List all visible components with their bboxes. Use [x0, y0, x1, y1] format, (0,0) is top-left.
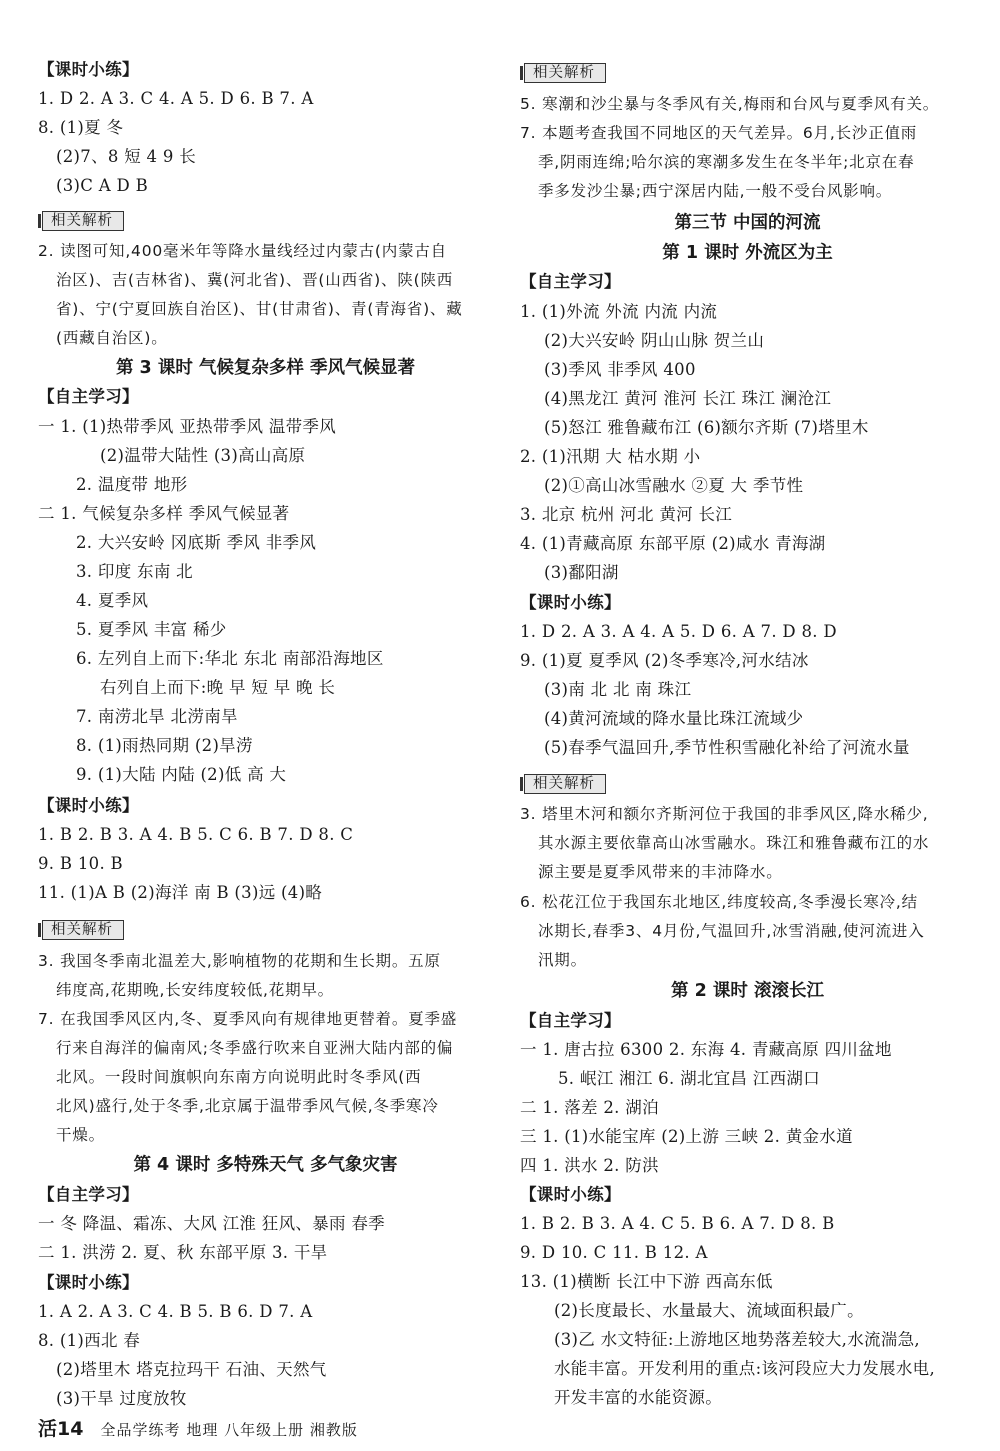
- answer-line: (4)黄河流域的降水量比珠江流域少: [544, 709, 804, 728]
- answer-line: 1. D 2. A 3. C 4. A 5. D 6. B 7. A: [38, 89, 314, 108]
- answer-line: (3)干旱 过度放牧: [56, 1389, 187, 1408]
- answer-line: 11. (1)A B (2)海洋 南 B (3)远 (4)略: [38, 883, 323, 902]
- answer-line: (3)季风 非季风 400: [544, 360, 696, 379]
- answer-line: 一 冬 降温、霜冻、大风 江淮 狂风、暴雨 春季: [38, 1214, 385, 1233]
- analysis-line: 6. 松花江位于我国东北地区,纬度较高,冬季漫长寒冷,结: [520, 893, 918, 911]
- analysis-badge: 相关解析: [42, 920, 124, 940]
- analysis-line: 北风。一段时间旗帜向东南方向说明此时冬季风(西: [56, 1068, 422, 1086]
- section-heading: 【课时小练】: [38, 796, 139, 815]
- answer-line: (3)乙 水文特征:上游地区地势落差较大,水流湍急,: [554, 1330, 920, 1349]
- answer-line: 二 1. 落差 2. 湖泊: [520, 1098, 659, 1117]
- analysis-line: 3. 塔里木河和额尔齐斯河位于我国的非季风区,降水稀少,: [520, 805, 929, 823]
- answer-line: 5. 岷江 湘江 6. 湖北宜昌 江西湖口: [558, 1069, 821, 1088]
- lesson-title: 第 4 课时 多特殊天气 多气象灾害: [133, 1155, 398, 1175]
- section-heading: 【课时小练】: [520, 1185, 621, 1204]
- section-heading: 【自主学习】: [520, 1011, 621, 1030]
- answer-line: 7. 南涝北旱 北涝南旱: [76, 707, 238, 726]
- lesson-title: 第 1 课时 外流区为主: [662, 243, 833, 263]
- answer-line: (2)塔里木 塔克拉玛干 石油、天然气: [56, 1360, 327, 1379]
- answer-line: 2. 温度带 地形: [76, 475, 188, 494]
- answer-line: 2. (1)汛期 大 枯水期 小: [520, 447, 701, 466]
- page-number: 活14: [38, 1418, 84, 1440]
- answer-line: 开发丰富的水能资源。: [554, 1388, 722, 1407]
- answer-line: 二 1. 洪涝 2. 夏、秋 东部平原 3. 干旱: [38, 1243, 328, 1262]
- page-footer: [38, 1414, 358, 1441]
- answer-line: 8. (1)雨热同期 (2)旱涝: [76, 736, 253, 755]
- answer-line: 6. 左列自上而下:华北 东北 南部沿海地区: [76, 649, 384, 668]
- answer-line: 1. B 2. B 3. A 4. B 5. C 6. B 7. D 8. C: [38, 825, 354, 844]
- analysis-line: (西藏自治区)。: [56, 329, 168, 347]
- analysis-line: 季,阴雨连绵;哈尔滨的寒潮多发生在冬半年;北京在春: [538, 153, 915, 171]
- answer-line: 水能丰富。开发利用的重点:该河段应大力发展水电,: [554, 1359, 936, 1378]
- analysis-line: 治区)、吉(吉林省)、冀(河北省)、晋(山西省)、陕(陕西: [56, 271, 454, 289]
- answer-line: 8. (1)西北 春: [38, 1331, 141, 1350]
- answer-line: 一 1. 唐古拉 6300 2. 东海 4. 青藏高原 四川盆地: [520, 1040, 892, 1059]
- analysis-line: 5. 寒潮和沙尘暴与冬季风有关,梅雨和台风与夏季风有关。: [520, 95, 940, 113]
- book-title: 全品学练考 地理 八年级上册 湘教版: [100, 1421, 358, 1439]
- answer-line: 4. 夏季风: [76, 591, 149, 610]
- lesson-title: 第 3 课时 气候复杂多样 季风气候显著: [115, 358, 416, 378]
- answer-line: 1. B 2. B 3. A 4. C 5. B 6. A 7. D 8. B: [520, 1214, 835, 1233]
- answer-line: 二 1. 气候复杂多样 季风气候显著: [38, 504, 290, 523]
- answer-line: 9. B 10. B: [38, 854, 123, 873]
- answer-line: (4)黑龙江 黄河 淮河 长江 珠江 澜沧江: [544, 389, 832, 408]
- answer-line: (3)C A D B: [56, 176, 149, 195]
- section-title: 第三节 中国的河流: [674, 213, 821, 233]
- section-heading: 【课时小练】: [38, 60, 139, 79]
- answer-line: (3)鄱阳湖: [544, 563, 619, 582]
- analysis-line: 其水源主要依靠高山冰雪融水。珠江和雅鲁藏布江的水: [538, 834, 930, 852]
- analysis-line: 省)、宁(宁夏回族自治区)、甘(甘肃省)、青(青海省)、藏: [56, 300, 463, 318]
- answer-line: 右列自上而下:晚 早 短 早 晚 长: [100, 678, 336, 697]
- answer-line: 9. D 10. C 11. B 12. A: [520, 1243, 708, 1262]
- section-heading: 【课时小练】: [38, 1273, 139, 1292]
- answer-line: (3)南 北 北 南 珠江: [544, 680, 692, 699]
- analysis-badge: 相关解析: [524, 63, 606, 83]
- answer-line: 1. D 2. A 3. A 4. A 5. D 6. A 7. D 8. D: [520, 622, 837, 641]
- section-heading: 【自主学习】: [38, 387, 139, 406]
- analysis-badge: 相关解析: [524, 774, 606, 794]
- analysis-line: 汛期。: [538, 951, 587, 969]
- answer-line: (2)①高山冰雪融水 ②夏 大 季节性: [544, 476, 804, 495]
- analysis-line: 冰期长,春季3、4月份,气温回升,冰雪消融,使河流进入: [538, 922, 925, 940]
- analysis-line: 7. 本题考查我国不同地区的天气差异。6月,长沙正值雨: [520, 124, 918, 142]
- answer-line: 2. 大兴安岭 冈底斯 季风 非季风: [76, 533, 317, 552]
- analysis-badge: 相关解析: [42, 211, 124, 231]
- section-heading: 【课时小练】: [520, 593, 621, 612]
- answer-line: 3. 印度 东南 北: [76, 562, 193, 581]
- analysis-line: 季多发沙尘暴;西宁深居内陆,一般不受台风影响。: [538, 182, 893, 200]
- lesson-title: 第 2 课时 滚滚长江: [671, 981, 824, 1001]
- answer-line: (2)大兴安岭 阴山山脉 贺兰山: [544, 331, 765, 350]
- analysis-line: 7. 在我国季风区内,冬、夏季风向有规律地更替着。夏季盛: [38, 1010, 458, 1028]
- section-heading: 【自主学习】: [520, 272, 621, 291]
- analysis-line: 干燥。: [56, 1126, 105, 1144]
- answer-line: (2)温带大陆性 (3)高山高原: [100, 446, 306, 465]
- answer-line: 13. (1)横断 长江中下游 西高东低: [520, 1272, 773, 1291]
- section-heading: 【自主学习】: [38, 1185, 139, 1204]
- answer-line: (2)长度最长、水量最大、流域面积最广。: [554, 1301, 864, 1320]
- analysis-line: 3. 我国冬季南北温差大,影响植物的花期和生长期。五原: [38, 952, 441, 970]
- answer-line: 4. (1)青藏高原 东部平原 (2)咸水 青海湖: [520, 534, 826, 553]
- answer-line: 3. 北京 杭州 河北 黄河 长江: [520, 505, 733, 524]
- answer-line: 5. 夏季风 丰富 稀少: [76, 620, 227, 639]
- answer-line: 一 1. (1)热带季风 亚热带季风 温带季风: [38, 417, 336, 436]
- answer-line: 三 1. (1)水能宝库 (2)上游 三峡 2. 黄金水道: [520, 1127, 853, 1146]
- analysis-line: 纬度高,花期晚,长安纬度较低,花期早。: [56, 981, 334, 999]
- analysis-line: 行来自海洋的偏南风;冬季盛行吹来自亚洲大陆内部的偏: [56, 1039, 454, 1057]
- answer-line: 1. A 2. A 3. C 4. B 5. B 6. D 7. A: [38, 1302, 313, 1321]
- answer-line: (5)春季气温回升,季节性积雪融化补给了河流水量: [544, 738, 910, 757]
- answer-line: (5)怒江 雅鲁藏布江 (6)额尔齐斯 (7)塔里木: [544, 418, 869, 437]
- answer-line: 9. (1)夏 夏季风 (2)冬季寒冷,河水结冰: [520, 651, 809, 670]
- answer-line: 8. (1)夏 冬: [38, 118, 124, 137]
- analysis-line: 源主要是夏季风带来的丰沛降水。: [538, 863, 783, 881]
- answer-line: 四 1. 洪水 2. 防洪: [520, 1156, 659, 1175]
- answer-line: 9. (1)大陆 内陆 (2)低 高 大: [76, 765, 287, 784]
- analysis-line: 北风)盛行,处于冬季,北京属于温带季风气候,冬季寒冷: [56, 1097, 439, 1115]
- answer-line: 1. (1)外流 外流 内流 内流: [520, 302, 718, 321]
- analysis-line: 2. 读图可知,400毫米年等降水量线经过内蒙古(内蒙古自: [38, 242, 447, 260]
- answer-line: (2)7、8 短 4 9 长: [56, 147, 197, 166]
